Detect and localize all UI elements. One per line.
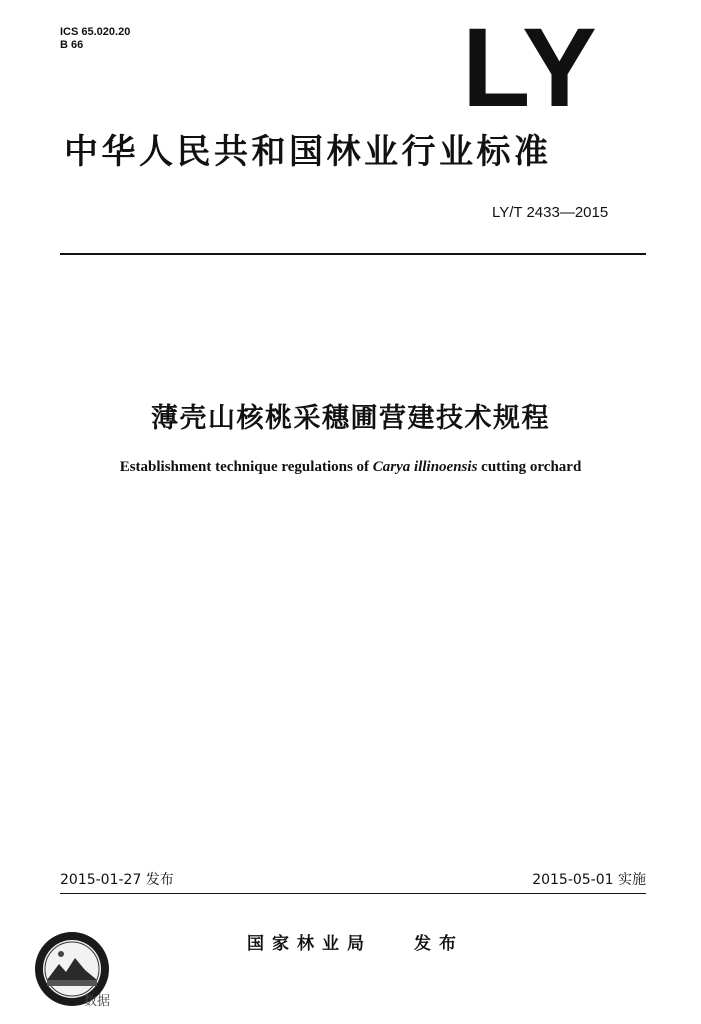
title-en-part1: Establishment technique regulations of [119, 459, 373, 475]
classification-codes [60, 26, 130, 52]
title-en-part2: cutting orchard [477, 459, 582, 475]
ics-code: ICS 65.020.20 [60, 26, 131, 38]
document-title-english [0, 459, 701, 476]
ly-logo-mark: LY [462, 5, 599, 130]
standard-number: LY/T 2433—2015 [492, 204, 609, 221]
ccs-code: B 66 [60, 39, 84, 51]
watermark-text: 数据 [84, 994, 111, 1009]
implementation-date: 2015-05-01 实施 [532, 872, 646, 888]
document-title-chinese: 薄壳山核桃采穗圃营建技术规程 [151, 403, 550, 434]
publisher-name: 国家林业局 [247, 934, 372, 954]
standard-category-title: 中华人民共和国林业行业标准 [64, 132, 552, 172]
title-en-species: Carya illinoensis [372, 459, 478, 475]
publish-label: 发布 [414, 934, 464, 954]
issue-date: 2015-01-27 发布 [60, 872, 174, 888]
footer-divider [60, 893, 646, 894]
header-divider [60, 253, 646, 255]
